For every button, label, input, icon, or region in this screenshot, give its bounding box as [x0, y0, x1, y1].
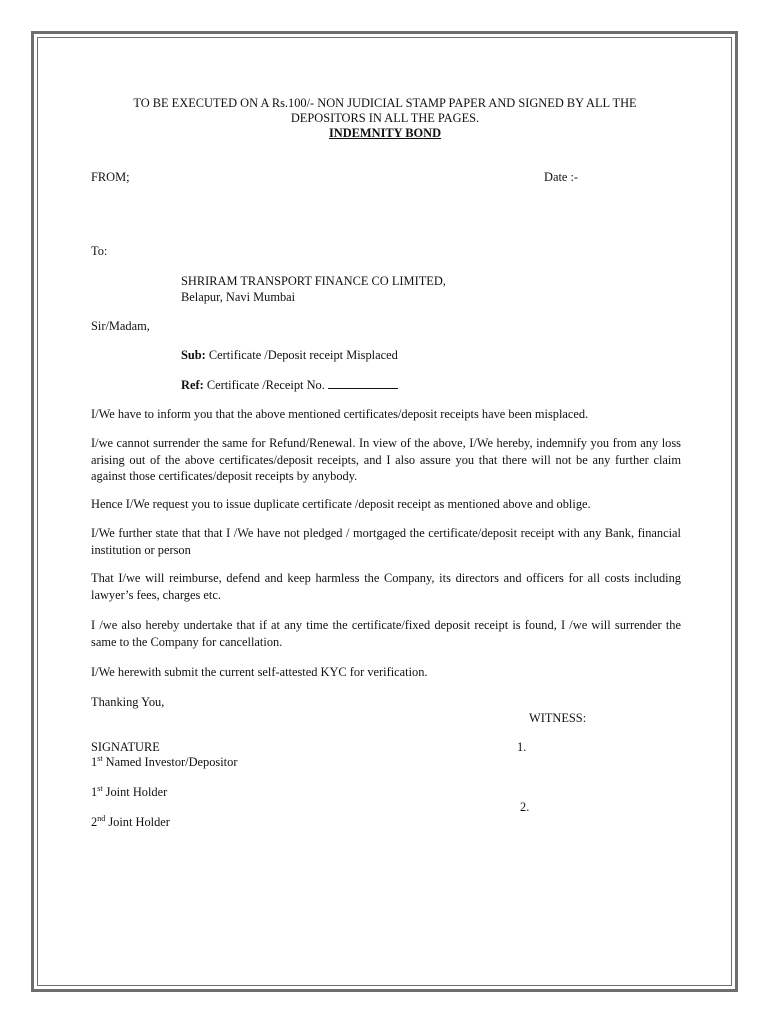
witness-1: 1. [517, 740, 527, 754]
subject-label: Sub: [181, 348, 206, 362]
closing: Thanking You, [91, 695, 165, 709]
header-line-1: TO BE EXECUTED ON A Rs.100/- NON JUDICIAL STAMP PAPER AND SIGNED BY ALL THE [133, 96, 637, 110]
second-joint-holder: 2nd Joint Holder [91, 814, 170, 829]
addressee-company: SHRIRAM TRANSPORT FINANCE CO LIMITED, [181, 274, 446, 288]
paragraph-6: I /we also hereby undertake that if at any time the certificate/fixed deposit receipt is found, I /we will surrender the same to the Company for cancellation. [91, 618, 681, 649]
subject-line [181, 347, 398, 363]
signature-label: SIGNATURE [91, 740, 160, 754]
first-named-investor: 1st Named Investor/Depositor [91, 754, 238, 769]
reference-label: Ref: [181, 378, 204, 392]
paragraph-4: I/We further state that that I /We have not pledged / mortgaged the certificate/deposit receipt with any Bank, financial institution or person [91, 526, 681, 557]
date-label: Date :- [544, 170, 579, 184]
addressee-location: Belapur, Navi Mumbai [181, 290, 296, 304]
receipt-number-blank[interactable] [328, 377, 398, 389]
subject-text: Certificate /Deposit receipt Misplaced [208, 348, 398, 362]
first-joint-holder: 1st Joint Holder [91, 784, 168, 799]
salutation: Sir/Madam, [91, 319, 150, 333]
paragraph-3: Hence I/We request you to issue duplicate certificate /deposit receipt as mentioned above and oblige. [91, 497, 591, 511]
paragraph-2: I/we cannot surrender the same for Refund/Renewal. In view of the above, I/We hereby, indemnify you from any loss arising out of the above certificates/deposit receipts, and I also assure you that there will not be any further claim against those certificates/deposit receipts by anybody. [91, 436, 681, 483]
to-label: To: [91, 244, 108, 258]
header-line-2: DEPOSITORS IN ALL THE PAGES. [290, 111, 480, 125]
witness-label: WITNESS: [529, 711, 587, 725]
reference-line [181, 377, 398, 393]
document-title: INDEMNITY BOND [328, 126, 442, 140]
paragraph-1: I/We have to inform you that the above mentioned certificates/deposit receipts have been misplaced. [91, 407, 589, 421]
reference-text: Certificate /Receipt No. [206, 378, 325, 392]
paragraph-5: That I/we will reimburse, defend and keep harmless the Company, its directors and officers for all costs including lawyer’s fees, charges etc. [91, 571, 681, 602]
from-label: FROM; [91, 170, 130, 184]
witness-2: 2. [520, 800, 530, 814]
paragraph-7: I/We herewith submit the current self-attested KYC for verification. [91, 665, 428, 679]
